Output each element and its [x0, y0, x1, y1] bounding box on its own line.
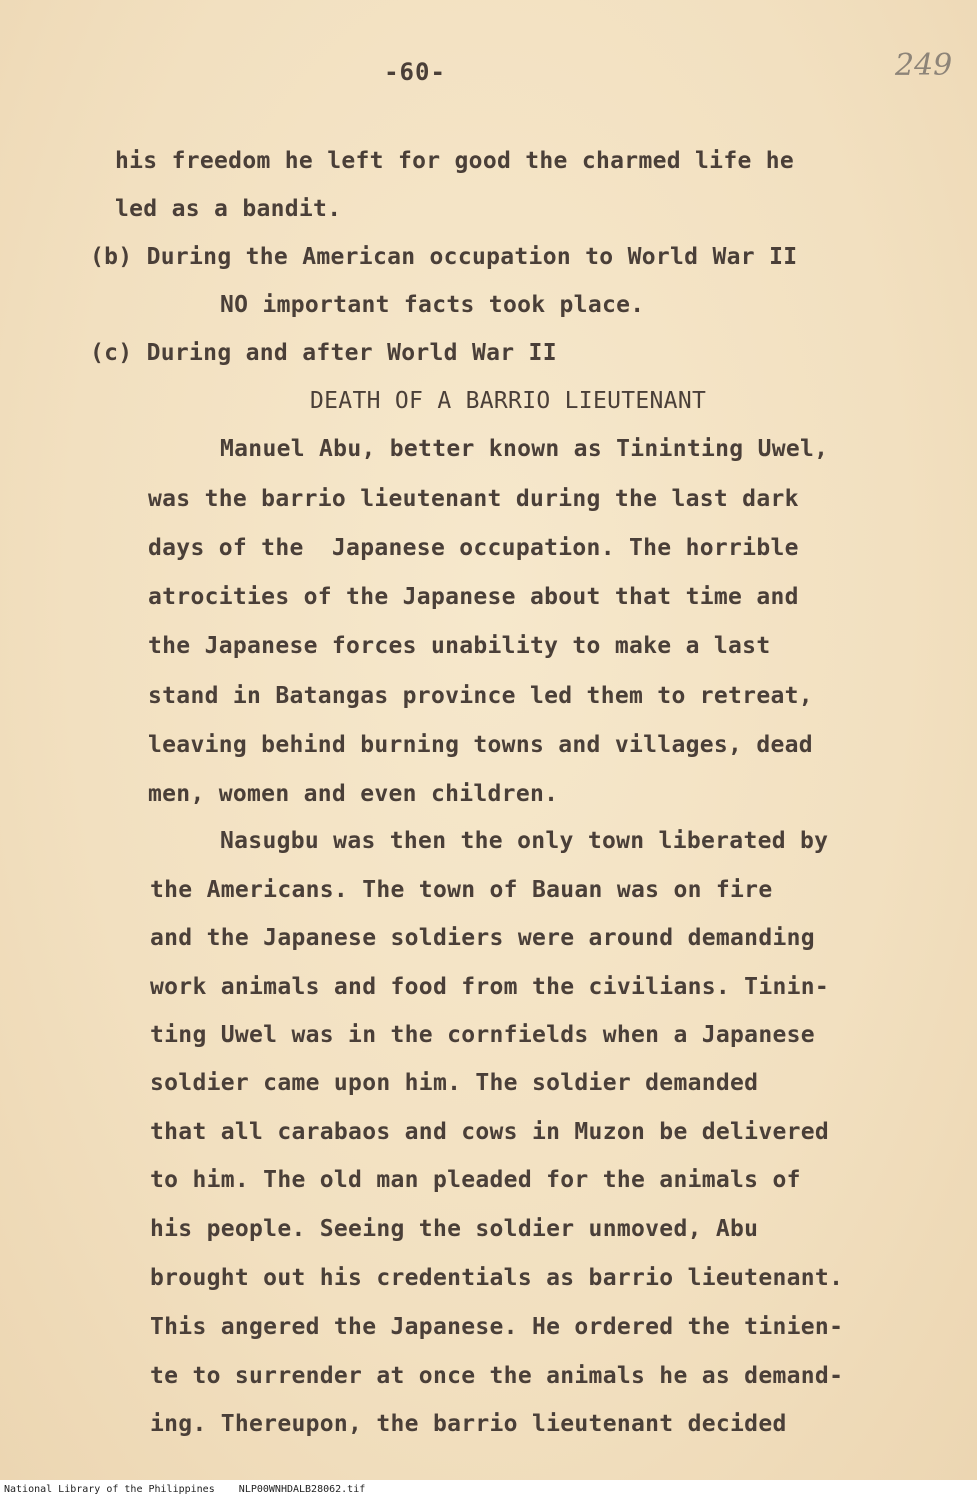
- text-line: men, women and even children.: [148, 781, 559, 807]
- text-line: the Americans. The town of Bauan was on fire: [150, 877, 773, 903]
- text-line: led as a bandit.: [115, 196, 342, 222]
- text-line: brought out his credentials as barrio lieutenant.: [150, 1265, 844, 1291]
- text-line: work animals and food from the civilians. Tinin-: [150, 974, 830, 1000]
- section-heading-b: (b) During the American occupation to World War II: [90, 244, 798, 270]
- page-number: -60-: [384, 58, 446, 86]
- text-line: stand in Batangas province led them to retreat,: [148, 683, 813, 709]
- text-line: and the Japanese soldiers were around demanding: [150, 925, 815, 951]
- section-heading-c: (c) During and after World War II: [90, 340, 557, 366]
- text-line: his people. Seeing the soldier unmoved, Abu: [150, 1216, 759, 1242]
- handwritten-page-number: 249: [895, 48, 953, 83]
- text-line: Manuel Abu, better known as Tininting Uwel,: [220, 436, 829, 462]
- text-line: This angered the Japanese. He ordered the tinien-: [150, 1314, 844, 1340]
- text-line: days of the Japanese occupation. The horrible: [148, 535, 799, 561]
- text-line: to him. The old man pleaded for the animals of: [150, 1167, 801, 1193]
- text-line: soldier came upon him. The soldier demanded: [150, 1070, 759, 1096]
- text-line: Nasugbu was then the only town liberated by: [220, 828, 829, 854]
- text-line: atrocities of the Japanese about that time and: [148, 584, 799, 610]
- text-line: te to surrender at once the animals he as demand-: [150, 1363, 844, 1389]
- text-line: the Japanese forces unability to make a last: [148, 633, 771, 659]
- scan-footer: National Library of the Philippines NLP00WNHDALB28062.tif: [0, 1480, 977, 1500]
- text-line: was the barrio lieutenant during the last dark: [148, 486, 799, 512]
- text-line: ting Uwel was in the cornfields when a Japanese: [150, 1022, 815, 1048]
- text-line: ing. Thereupon, the barrio lieutenant decided: [150, 1411, 787, 1437]
- text-line: his freedom he left for good the charmed life he: [115, 148, 795, 174]
- text-line: NO important facts took place.: [220, 292, 645, 318]
- text-line: leaving behind burning towns and villages, dead: [148, 732, 813, 758]
- story-title: DEATH OF A BARRIO LIEUTENANT: [310, 388, 707, 414]
- text-line: that all carabaos and cows in Muzon be delivered: [150, 1119, 830, 1145]
